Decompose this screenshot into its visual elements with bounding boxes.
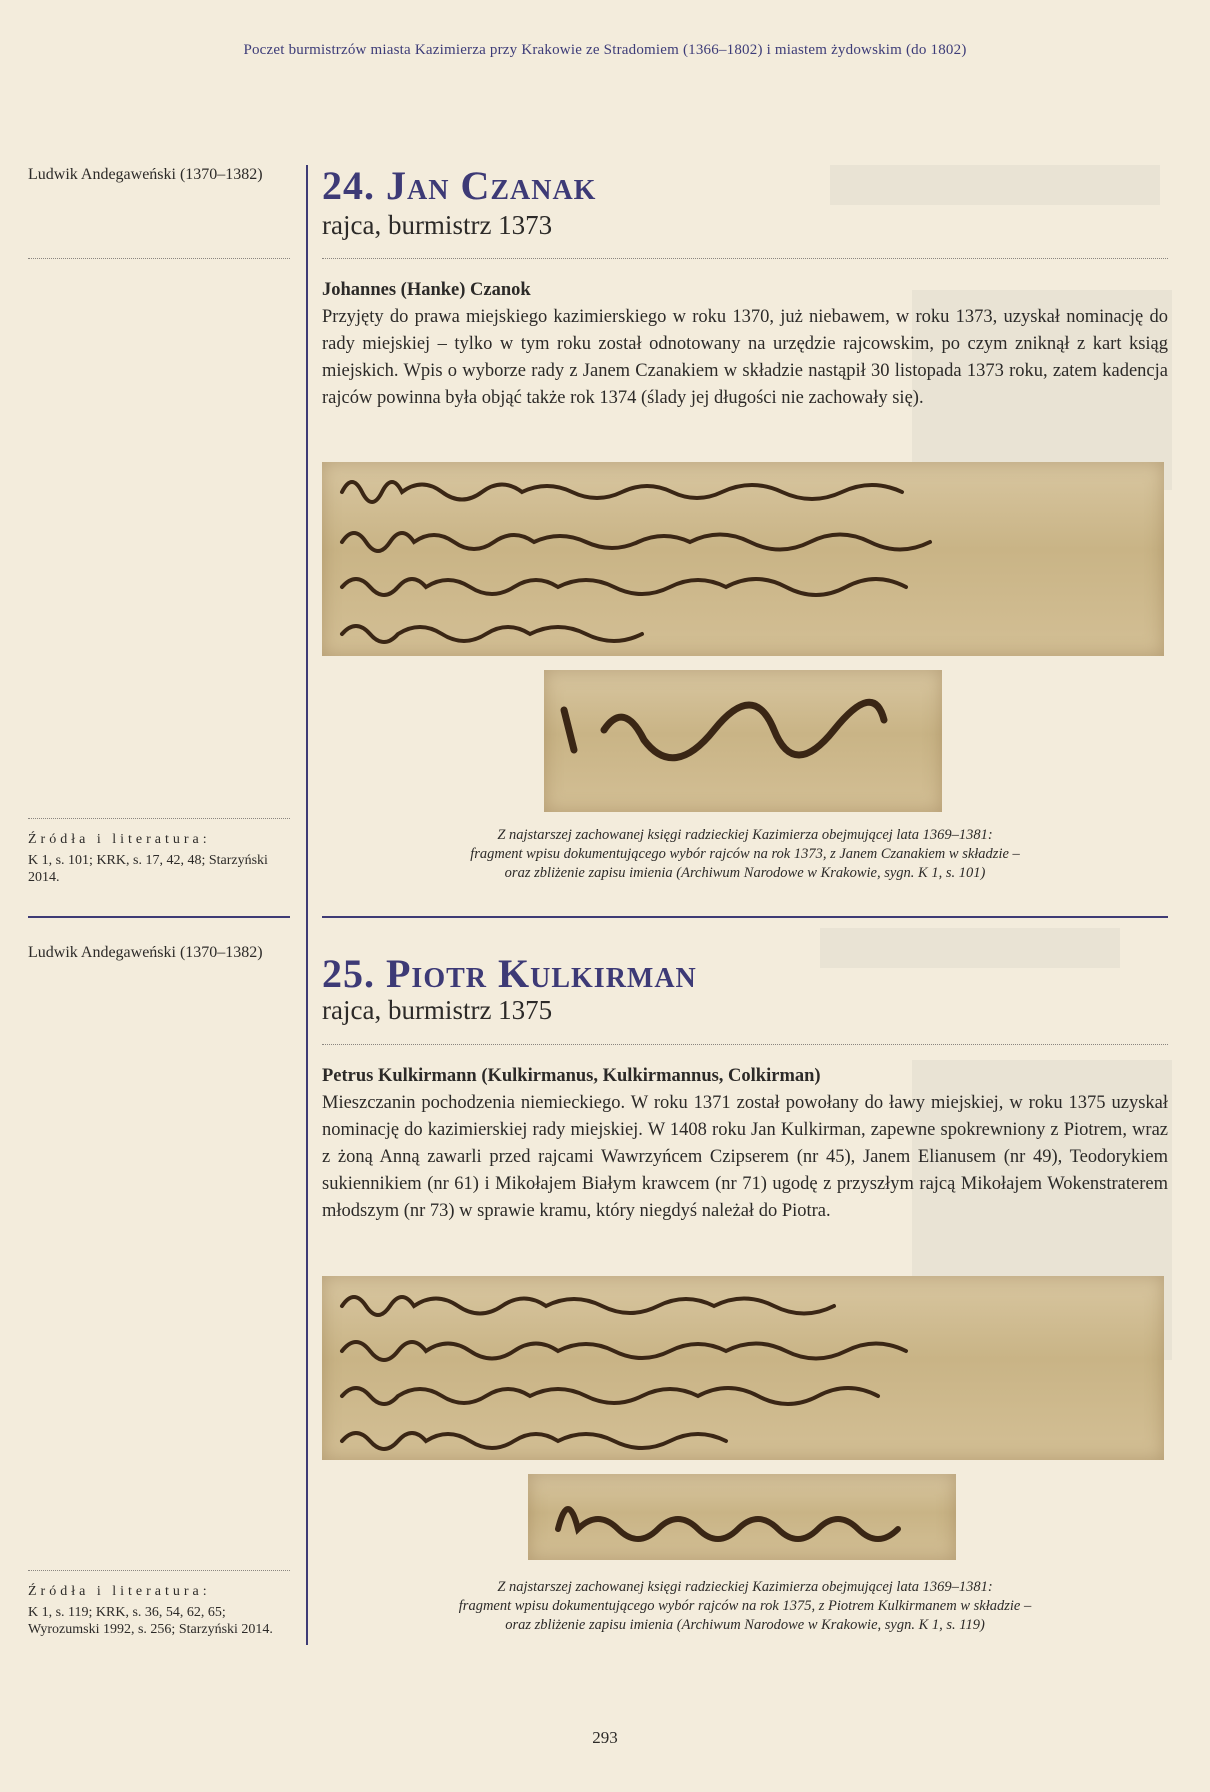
entry-title: 24. Jan Czanak [322,163,597,208]
figure-caption [322,826,1168,883]
sources-text: K 1, s. 101; KRK, s. 17, 42, 48; Starzyński 2014. [28,853,268,885]
entry-separator [322,916,1168,918]
caption-line: oraz zbliżenie zapisu imienia (Archiwum Narodowe w Krakowie, sygn. K 1, s. 119) [505,1617,985,1633]
manuscript-image [322,1276,1164,1460]
latin-name: Petrus Kulkirmann (Kulkirmanus, Kulkirmannus, Colkirman) [322,1066,821,1086]
sources-label: Źródła i literatura: [28,832,211,847]
sidebar-divider [28,818,290,819]
latin-name: Johannes (Hanke) Czanok [322,280,531,300]
manuscript-image [322,462,1164,656]
caption-line: fragment wpisu dokumentującego wybór rajców na rok 1375, z Piotrem Kulkirmanem w składzie – [458,1598,1032,1614]
sidebar-reign: Ludwik Andegaweński (1370–1382) [28,944,263,961]
caption-line: fragment wpisu dokumentującego wybór rajców na rok 1373, z Janem Czanakiem w składzie – [470,846,1020,862]
entry-body: Przyjęty do prawa miejskiego kazimierskiego w roku 1370, już niebawem, w roku 1373, uzyskał nominację do rady miejskiej – tylko w tym roku został odnotowany na urzędzie rajcowskim, po czym zniknął z kart ksiąg miejskich. Wpis o wyborze rady z Janem Czanakiem w składzie nastąpił 30 listopada 1373 roku, zatem kadencja rajców powinna była objąć także rok 1374 (ślady jej długości nie zachowały się). [322,307,1168,408]
sources-label: Źródła i literatura: [28,1584,211,1599]
entry-divider [322,258,1168,259]
caption-line: Z najstarszej zachowanej księgi radzieckiej Kazimierza obejmującej lata 1369–1381: [497,827,993,843]
manuscript-zoom-image [544,670,942,812]
sidebar-divider [28,1570,290,1571]
entry-body: Mieszczanin pochodzenia niemieckiego. W roku 1371 został powołany do ławy miejskiej, w roku 1375 uzyskał nominację do kazimierskiej rady miejskiej. W 1408 roku Jan Kulkirman, zapewne spokrewniony z Piotrem, wraz z żoną Anną zawarli przed rajcami Wawrzyńcem Czipserem (nr 45), Janem Elianusem (nr 49), Teodorykiem sukiennikiem (nr 61) i Mikołajem Białym krawcem (nr 71) ugodę z przyszłym rajcą Mikołajem Wokenstraterem młodszym (nr 73) w sprawie kramu, który niegdyś należał do Piotra. [322,1093,1168,1221]
sidebar-separator [28,916,290,918]
page-number: 293 [592,1728,618,1747]
sources-text: K 1, s. 119; KRK, s. 36, 54, 62, 65; Wyrozumski 1992, s. 256; Starzyński 2014. [28,1605,273,1637]
column-divider [306,165,308,1645]
handwriting-lines [322,1276,1164,1460]
bleed-through-shadow [820,928,1120,968]
handwriting-lines [322,462,1164,656]
sidebar-divider [28,258,290,259]
manuscript-zoom-image [528,1474,956,1560]
handwriting-zoom [544,670,942,812]
entry-subtitle: rajca, burmistrz 1375 [322,995,553,1025]
sidebar-reign: Ludwik Andegaweński (1370–1382) [28,166,263,183]
entry-subtitle: rajca, burmistrz 1373 [322,210,553,240]
caption-line: Z najstarszej zachowanej księgi radzieckiej Kazimierza obejmującej lata 1369–1381: [497,1579,993,1595]
entry-title: 25. Piotr Kulkirman [322,951,697,996]
bleed-through-shadow [830,165,1160,205]
caption-line: oraz zbliżenie zapisu imienia (Archiwum Narodowe w Krakowie, sygn. K 1, s. 101) [504,865,986,881]
entry-divider [322,1044,1168,1045]
figure-caption [322,1578,1168,1635]
handwriting-zoom [528,1474,956,1560]
running-head: Poczet burmistrzów miasta Kazimierza przy Krakowie ze Stradomiem (1366–1802) i miastem żydowskim (do 1802) [243,42,967,58]
